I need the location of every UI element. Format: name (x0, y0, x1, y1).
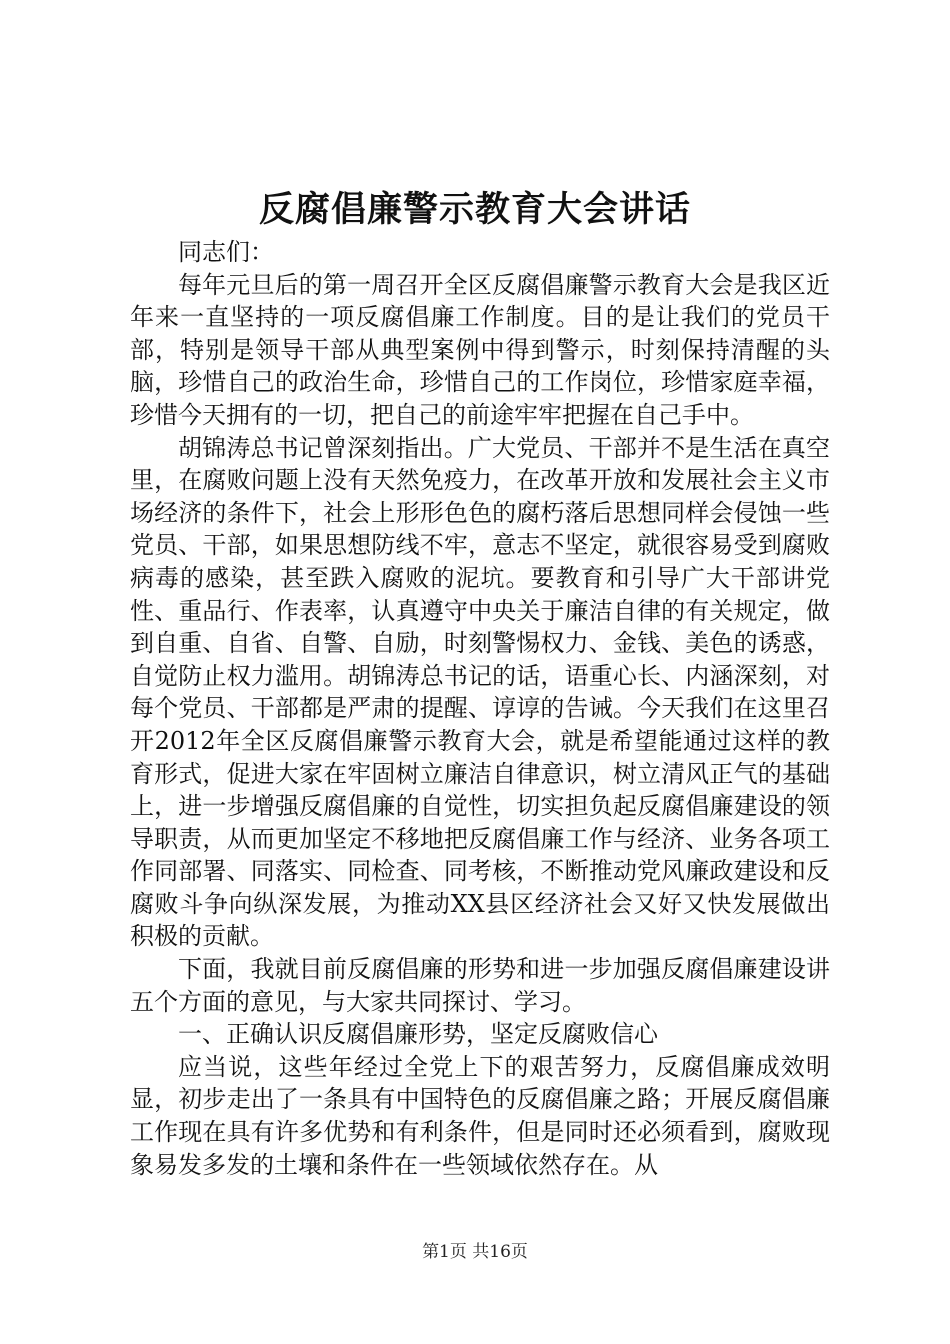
document-body (130, 236, 830, 1181)
section-heading-1: 一、正确认识反腐倡廉形势，坚定反腐败信心 (178, 1020, 658, 1049)
paragraph-3: 下面，我就目前反腐倡廉的形势和进一步加强反腐倡廉建设讲五个方面的意见，与大家共同探讨、学习。 (130, 955, 830, 1016)
paragraph-1: 每年元旦后的第一周召开全区反腐倡廉警示教育大会是我区近年来一直坚持的一项反腐倡廉工作制度。目的是让我们的党员干部，特别是领导干部从典型案例中得到警示，时刻保持清醒的头脑，珍惜自己的政治生命，珍惜自己的工作岗位，珍惜家庭幸福，珍惜今天拥有的一切，把自己的前途牢牢把握在自己手中。 (130, 270, 830, 429)
paragraph-2: 胡锦涛总书记曾深刻指出。广大党员、干部并不是生活在真空里，在腐败问题上没有天然免疫力，在改革开放和发展社会主义市场经济的条件下，社会上形形色色的腐朽落后思想同样会侵蚀一些党员、干部，如果思想防线不牢，意志不坚定，就很容易受到腐败病毒的感染，甚至跌入腐败的泥坑。要教育和引导广大干部讲党性、重品行、作表率，认真遵守中央关于廉洁自律的有关规定，做到自重、自省、自警、自励，时刻警惕权力、金钱、美色的诱惑，自觉防止权力滥用。胡锦涛总书记的话，语重心长、内涵深刻，对每个党员、干部都是严肃的提醒、谆谆的告诫。今天我们在这里召开2012年全区反腐倡廉警示教育大会，就是希望能通过这样的教育形式，促进大家在牢固树立廉洁自律意识，树立清风正气的基础上，进一步增强反腐倡廉的自觉性，切实担负起反腐倡廉建设的领导职责，从而更加坚定不移地把反腐倡廉工作与经济、业务各项工作同部署、同落实、同检查、同考核，不断推动党风廉政建设和反腐败斗争向纵深发展，为推动XX县区经济社会又好又快发展做出积极的贡献。 (130, 433, 830, 951)
section-paragraph-1: 应当说，这些年经过全党上下的艰苦努力，反腐倡廉成效明显，初步走出了一条具有中国特色的反腐倡廉之路；开展反腐倡廉工作现在具有许多优势和有利条件，但是同时还必须看到，腐败现象易发多发的土壤和条件在一些领域依然存在。从 (130, 1052, 830, 1179)
document-title: 反腐倡廉警示教育大会讲话 (258, 189, 691, 230)
salutation: 同志们： (178, 238, 274, 266)
page-footer: 第1页 共16页 (422, 1242, 528, 1262)
